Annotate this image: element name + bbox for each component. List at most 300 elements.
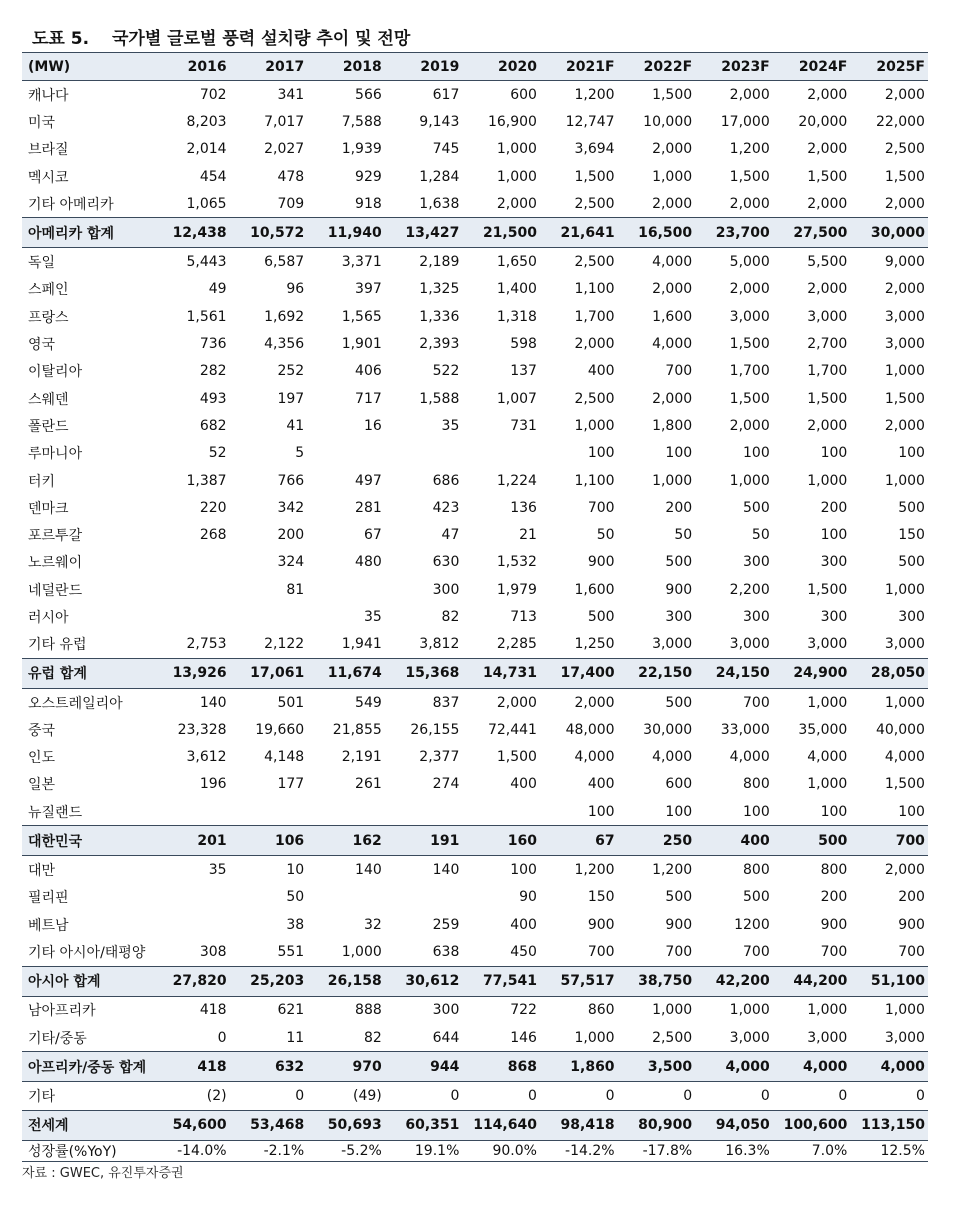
table-cell: 5,000 [729, 254, 770, 271]
table-cell: 150 [587, 889, 615, 906]
table-cell: 3,000 [884, 636, 925, 653]
table-cell: 1,000 [652, 168, 693, 185]
table-row [22, 440, 928, 467]
table-cell: 50 [751, 527, 770, 544]
table-cell: 16.3% [725, 1142, 770, 1159]
table-cell: 300 [743, 554, 770, 571]
row-label: 터키 [28, 473, 56, 490]
table-cell: 2,393 [419, 336, 460, 353]
table-cell: 2,000 [652, 141, 693, 158]
table-cell: 2,000 [496, 195, 537, 212]
table-cell: 300 [432, 1002, 460, 1019]
row-label: 스웨덴 [28, 391, 69, 408]
table-cell: 686 [432, 472, 460, 489]
table-cell: 4,000 [880, 1058, 925, 1075]
table-cell: 1,000 [652, 1002, 693, 1019]
table-row [22, 81, 928, 108]
table-cell: 3,000 [807, 1029, 848, 1046]
table-cell: 800 [743, 862, 770, 879]
table-cell: 2,377 [419, 749, 460, 766]
table-cell: 137 [510, 363, 537, 380]
table-cell: 500 [587, 608, 615, 625]
table-row [22, 358, 928, 385]
table-cell: 50 [596, 527, 615, 544]
table-cell: 2,000 [807, 281, 848, 298]
table-cell: 300 [665, 608, 693, 625]
table-cell: 3,000 [884, 1029, 925, 1046]
table-cell: 3,371 [341, 254, 382, 271]
row-label: 남아프리카 [28, 1003, 96, 1020]
table-cell: 47 [441, 527, 460, 544]
table-cell: 44,200 [793, 973, 848, 990]
table-cell: 0 [605, 1087, 615, 1104]
table-cell: 268 [199, 527, 227, 544]
table-cell: 6,587 [264, 254, 305, 271]
table-cell: 100 [665, 803, 693, 820]
table-cell: 4,000 [652, 336, 693, 353]
table-cell: 1,007 [496, 390, 537, 407]
table-cell: 82 [441, 608, 460, 625]
table-cell: 67 [595, 832, 615, 849]
table-cell: 200 [898, 889, 925, 906]
row-label: 캐나다 [28, 87, 69, 104]
table-cell: 1,200 [574, 86, 615, 103]
table-cell: 500 [743, 499, 770, 516]
table-cell: 17,061 [250, 665, 305, 682]
table-cell: 3,000 [884, 308, 925, 325]
table-cell: 177 [277, 776, 305, 793]
column-header: 2016 [187, 58, 227, 75]
row-label: 중국 [28, 722, 56, 739]
table-cell: 252 [277, 363, 305, 380]
table-cell: 60,351 [405, 1117, 460, 1133]
table-cell: 113,150 [861, 1117, 925, 1133]
table-cell: 274 [432, 776, 460, 793]
table-cell: 1,200 [652, 862, 693, 879]
table-cell: 1,692 [264, 308, 305, 325]
column-header: 2025F [876, 58, 925, 75]
table-row [22, 412, 928, 439]
row-label: 베트남 [28, 917, 69, 934]
table-cell: -2.1% [263, 1142, 305, 1159]
table-cell: 2,189 [419, 254, 460, 271]
table-cell: 19,660 [255, 721, 305, 738]
table-row [22, 276, 928, 303]
table-row [22, 136, 928, 163]
table-cell: 100 [743, 803, 770, 820]
table-cell: 501 [277, 694, 305, 711]
table-cell: 324 [277, 554, 305, 571]
table-cell: 282 [199, 363, 227, 380]
table-cell: 16,900 [487, 113, 537, 130]
table-cell: 26,155 [410, 721, 460, 738]
table-cell: 400 [510, 916, 537, 933]
table-cell: 35 [363, 608, 382, 625]
table-cell: 20,000 [798, 113, 848, 130]
column-header: 2024F [798, 58, 848, 75]
table-cell: 2,000 [884, 195, 925, 212]
table-cell: 5 [295, 445, 305, 462]
table-row [22, 744, 928, 771]
table-cell: 41 [286, 417, 305, 434]
table-cell: 7,588 [341, 113, 382, 130]
table-cell: 2,000 [884, 862, 925, 879]
table-cell: 2,000 [574, 336, 615, 353]
table-cell: 418 [199, 1002, 227, 1019]
table-cell: 3,000 [729, 636, 770, 653]
table-cell: 1,500 [496, 749, 537, 766]
table-cell: 100 [587, 803, 615, 820]
table-cell: 500 [818, 832, 848, 849]
table-cell: 1,065 [186, 195, 227, 212]
table-cell: 682 [199, 417, 227, 434]
table-cell: 1,000 [884, 1002, 925, 1019]
table-cell: 1,941 [341, 636, 382, 653]
table-cell: 1,532 [496, 554, 537, 571]
table-cell: 2,000 [884, 281, 925, 298]
table-cell: 21,855 [332, 721, 382, 738]
table-cell: 2,000 [807, 417, 848, 434]
table-cell: -17.8% [642, 1142, 693, 1159]
table-cell: 632 [274, 1058, 305, 1075]
table-cell: 54,600 [172, 1117, 227, 1133]
table-cell: 497 [355, 472, 382, 489]
table-cell: 2,000 [652, 281, 693, 298]
table-cell: 7.0% [811, 1142, 848, 1159]
table-cell: 50 [674, 527, 693, 544]
table-cell: 1,500 [807, 168, 848, 185]
table-cell: 82 [363, 1029, 382, 1046]
table-cell: 100 [587, 445, 615, 462]
table-cell: 1,500 [652, 86, 693, 103]
table-cell: 500 [665, 889, 693, 906]
table-cell: 900 [665, 916, 693, 933]
subtotal-row [22, 825, 928, 856]
table-cell: 900 [820, 916, 848, 933]
table-cell: 10 [286, 862, 305, 879]
table-cell: 1,500 [807, 581, 848, 598]
subtotal-row [22, 1051, 928, 1082]
table-cell: 72,441 [487, 721, 537, 738]
table-cell: 33,000 [720, 721, 770, 738]
table-cell: 100 [820, 445, 848, 462]
table-cell: 25,203 [250, 973, 305, 990]
table-header-row [22, 52, 928, 81]
table-cell: 4,000 [807, 749, 848, 766]
table-cell: 1,500 [729, 168, 770, 185]
figure-title: 국가별 글로벌 풍력 설치량 추이 및 전망 [112, 29, 411, 49]
table-row [22, 190, 928, 217]
column-header: 2022F [643, 58, 693, 75]
row-label: 오스트레일리아 [28, 695, 123, 712]
table-cell: 702 [199, 86, 227, 103]
figure-header [22, 18, 928, 52]
column-header: 2023F [721, 58, 770, 75]
total-row [22, 1110, 928, 1141]
table-cell: 11,940 [327, 224, 382, 241]
table-cell: 0 [916, 1087, 925, 1104]
table-cell: 1,500 [884, 168, 925, 185]
table-cell: 9,143 [419, 113, 460, 130]
table-cell: 2,000 [496, 694, 537, 711]
table-cell: 100 [820, 803, 848, 820]
table-cell: 2,700 [807, 336, 848, 353]
table-cell: 300 [898, 608, 925, 625]
table-cell: 4,000 [652, 254, 693, 271]
subtotal-row [22, 966, 928, 997]
table-cell: 100 [898, 445, 925, 462]
table-cell: 21 [519, 527, 537, 544]
table-cell: 4,148 [264, 749, 305, 766]
table-cell: 450 [510, 943, 537, 960]
row-label: 포르투갈 [28, 528, 83, 545]
row-label: 뉴질랜드 [28, 804, 83, 821]
table-cell: 700 [587, 943, 615, 960]
row-label: 기타 [28, 1088, 56, 1105]
table-cell: 1,284 [419, 168, 460, 185]
row-label: 대한민국 [28, 833, 83, 850]
row-label: 필리핀 [28, 890, 69, 907]
table-cell: 617 [432, 86, 460, 103]
table-cell: 860 [587, 1002, 615, 1019]
table-cell: 100,600 [783, 1117, 848, 1133]
table-cell: 48,000 [565, 721, 615, 738]
table-cell: 1,500 [884, 390, 925, 407]
table-cell: 4,000 [652, 749, 693, 766]
table-cell: 196 [199, 776, 227, 793]
table-cell: 4,000 [725, 1058, 770, 1075]
table-cell: 400 [587, 776, 615, 793]
table-cell: 35,000 [798, 721, 848, 738]
table-cell: 1,860 [570, 1058, 615, 1075]
table-cell: 2,500 [574, 195, 615, 212]
table-cell: 1,700 [807, 363, 848, 380]
table-cell: -5.2% [341, 1142, 382, 1159]
column-header: 2018 [342, 58, 382, 75]
table-cell: 1,000 [574, 417, 615, 434]
table-row [22, 549, 928, 576]
table-cell: 49 [208, 281, 227, 298]
row-label: 성장률(%YoY) [28, 1143, 117, 1160]
table-cell: 281 [355, 499, 382, 516]
table-cell: 191 [430, 832, 460, 849]
table-cell: 220 [199, 499, 227, 516]
row-label: 이탈리아 [28, 364, 83, 381]
column-header: 2017 [265, 58, 305, 75]
row-label: 폴란드 [28, 418, 69, 435]
table-cell: 11 [286, 1029, 305, 1046]
table-cell: 1,200 [574, 862, 615, 879]
table-cell: 1,565 [341, 308, 382, 325]
table-cell: 709 [277, 195, 305, 212]
table-row [22, 798, 928, 825]
table-cell: 929 [355, 168, 382, 185]
table-cell: 1,318 [496, 308, 537, 325]
table-cell: 50,693 [327, 1117, 382, 1133]
table-cell: 644 [432, 1029, 460, 1046]
table-cell: 3,694 [574, 141, 615, 158]
table-cell: 17,400 [560, 665, 615, 682]
table-cell: 81 [286, 581, 305, 598]
table-cell: 700 [587, 499, 615, 516]
table-cell: 2,000 [729, 417, 770, 434]
table-cell: 2,014 [186, 141, 227, 158]
table-cell: 98,418 [560, 1117, 615, 1133]
table-cell: 500 [898, 499, 925, 516]
table-cell: 4,000 [884, 749, 925, 766]
row-label: 노르웨이 [28, 555, 83, 572]
table-cell: 23,328 [177, 721, 227, 738]
table-cell: 500 [743, 889, 770, 906]
table-cell: 1,336 [419, 308, 460, 325]
table-cell: 146 [510, 1029, 537, 1046]
table-cell: 1,100 [574, 281, 615, 298]
table-cell: 493 [199, 390, 227, 407]
table-cell: 4,356 [264, 336, 305, 353]
table-cell: 140 [355, 862, 382, 879]
table-cell: 400 [740, 832, 770, 849]
table-cell: 50 [286, 889, 305, 906]
table-cell: 745 [432, 141, 460, 158]
table-cell: 30,000 [870, 224, 925, 241]
table-cell: 16,500 [638, 224, 693, 241]
table-cell: 10,572 [250, 224, 305, 241]
table-cell: 2,500 [574, 254, 615, 271]
table-row [22, 911, 928, 938]
table-cell: 11,674 [327, 665, 382, 682]
table-cell: 5,500 [807, 254, 848, 271]
table-cell: 0 [295, 1087, 305, 1104]
table-cell: 341 [277, 86, 305, 103]
table-cell: 100 [665, 445, 693, 462]
table-cell: 300 [820, 554, 848, 571]
table-cell: 106 [274, 832, 305, 849]
table-cell: 1,000 [884, 694, 925, 711]
table-cell: 150 [898, 527, 925, 544]
row-label: 브라질 [28, 142, 69, 159]
table-cell: 1,224 [496, 472, 537, 489]
column-header: 2020 [498, 58, 537, 75]
table-cell: 2,122 [264, 636, 305, 653]
table-cell: 736 [199, 336, 227, 353]
table-cell: 140 [199, 694, 227, 711]
column-header: 2021F [566, 58, 615, 75]
table-cell: 2,753 [186, 636, 227, 653]
table-row [22, 884, 928, 911]
table-cell: 868 [507, 1058, 537, 1075]
table-cell: 35 [208, 862, 227, 879]
table-cell: 17,000 [720, 113, 770, 130]
table-row [22, 1024, 928, 1051]
table-cell: 259 [432, 916, 460, 933]
table-cell: 500 [898, 554, 925, 571]
table-cell: 1,200 [729, 141, 770, 158]
row-label: 러시아 [28, 609, 69, 626]
table-cell: 1200 [734, 916, 770, 933]
table-cell: 32 [363, 916, 382, 933]
table-cell: 1,400 [496, 281, 537, 298]
row-label: 기타 아메리카 [28, 196, 114, 213]
source-note: 자료 : GWEC, 유진투자증권 [22, 1166, 184, 1181]
table-cell: 90 [519, 889, 537, 906]
table-cell: 200 [820, 889, 848, 906]
table-cell: 1,650 [496, 254, 537, 271]
table-cell: 888 [355, 1002, 382, 1019]
table-cell: 1,000 [729, 1002, 770, 1019]
table-row [22, 603, 928, 630]
table-cell: 722 [510, 1002, 537, 1019]
table-cell: 700 [898, 943, 925, 960]
table-cell: 1,000 [807, 776, 848, 793]
table-cell: 1,000 [729, 472, 770, 489]
table-cell: 15,368 [405, 665, 460, 682]
table-cell: 1,000 [884, 472, 925, 489]
table-row [22, 856, 928, 883]
table-cell: 2,027 [264, 141, 305, 158]
table-cell: 12,747 [565, 113, 615, 130]
table-cell: 2,000 [729, 86, 770, 103]
row-label: 기타/중동 [28, 1030, 87, 1047]
row-label: 덴마크 [28, 500, 69, 517]
table-cell: 23,700 [715, 224, 770, 241]
table-cell: 22,000 [875, 113, 925, 130]
table-cell: 9,000 [884, 254, 925, 271]
table-cell: 478 [277, 168, 305, 185]
table-cell: 160 [507, 832, 537, 849]
table-cell: 24,150 [715, 665, 770, 682]
table-cell: 0 [528, 1087, 537, 1104]
row-label: 기타 유럽 [28, 637, 87, 654]
table-cell: 200 [665, 499, 693, 516]
table-cell: 700 [665, 363, 693, 380]
table-cell: 100 [898, 803, 925, 820]
table-cell: 598 [510, 336, 537, 353]
table-cell: 1,561 [186, 308, 227, 325]
table-cell: 700 [895, 832, 925, 849]
table-cell: 1,500 [807, 390, 848, 407]
installation-table [22, 52, 928, 1162]
table-cell: 40,000 [875, 721, 925, 738]
row-label: 루마니아 [28, 446, 83, 463]
table-cell: 0 [838, 1087, 848, 1104]
table-cell: 308 [199, 943, 227, 960]
table-cell: 27,820 [172, 973, 227, 990]
table-cell: 1,000 [496, 141, 537, 158]
table-cell: 944 [430, 1058, 460, 1075]
table-cell: 900 [898, 916, 925, 933]
table-row [22, 108, 928, 135]
table-cell: 2,285 [496, 636, 537, 653]
table-cell: 35 [441, 417, 460, 434]
table-cell: 600 [510, 86, 537, 103]
table-cell: 80,900 [638, 1117, 693, 1133]
table-cell: 38,750 [638, 973, 693, 990]
table-cell: 201 [197, 832, 227, 849]
row-label: 프랑스 [28, 309, 69, 326]
table-row [22, 771, 928, 798]
table-cell: 3,000 [729, 1029, 770, 1046]
table-cell: 114,640 [473, 1117, 537, 1133]
table-cell: 2,000 [884, 86, 925, 103]
table-cell: 717 [355, 390, 382, 407]
table-cell: 418 [197, 1058, 227, 1075]
table-cell: 500 [665, 554, 693, 571]
table-cell: 300 [432, 581, 460, 598]
table-cell: 1,588 [419, 390, 460, 407]
table-cell: 1,939 [341, 141, 382, 158]
table-cell: 4,000 [729, 749, 770, 766]
table-row [22, 689, 928, 716]
